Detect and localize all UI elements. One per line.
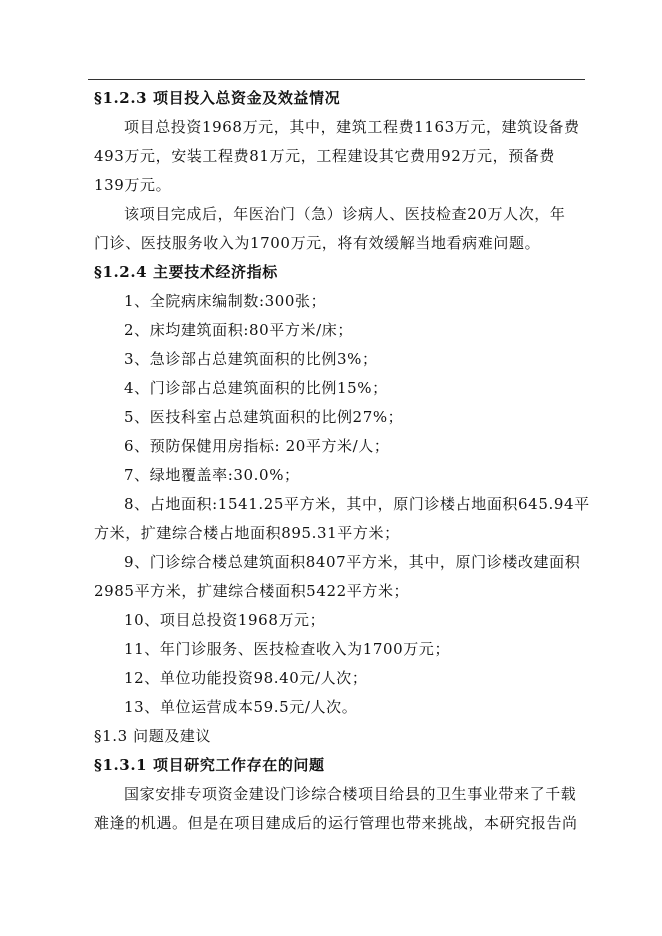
- indicator-item: 12、单位功能投资98.40元/人次；: [124, 669, 368, 687]
- paragraph-line: 139万元。: [94, 176, 172, 194]
- paragraph-line: 国家安排专项资金建设门诊综合楼项目给县的卫生事业带来了千载: [124, 785, 577, 803]
- paragraph-line: 493万元，安装工程费81万元，工程建设其它费用92万元，预备费: [94, 147, 556, 165]
- indicator-item: 1、全院病床编制数:300张；: [124, 292, 327, 310]
- indicator-item: 9、门诊综合楼总建筑面积8407平方米，其中，原门诊楼改建面积: [124, 553, 581, 571]
- indicator-item-continuation: 方米，扩建综合楼占地面积895.31平方米；: [94, 524, 400, 542]
- indicator-item: 10、项目总投资1968万元；: [124, 611, 326, 629]
- paragraph-line: 门诊、医技服务收入为1700万元，将有效缓解当地看病难问题。: [94, 234, 541, 252]
- indicator-item-continuation: 2985平方米，扩建综合楼面积5422平方米；: [94, 582, 410, 600]
- section-heading-1-2-4: §1.2.4 主要技术经济指标: [94, 263, 278, 281]
- indicator-item: 2、床均建筑面积:80平方米/床；: [124, 321, 353, 339]
- indicator-item: 11、年门诊服务、医技检查收入为1700万元；: [124, 640, 451, 658]
- paragraph-line: 该项目完成后，年医治门（急）诊病人、医技检查20万人次，年: [124, 205, 566, 223]
- indicator-item: 4、门诊部占总建筑面积的比例15%；: [124, 379, 388, 397]
- paragraph-line: 项目总投资1968万元，其中，建筑工程费1163万元，建筑设备费: [124, 118, 580, 136]
- section-heading-1-2-3: §1.2.3 项目投入总资金及效益情况: [94, 89, 341, 107]
- indicator-item: 5、医技科室占总建筑面积的比例27%；: [124, 408, 404, 426]
- indicator-item: 6、预防保健用房指标: 20平方米/人；: [124, 437, 390, 455]
- indicator-item: 13、单位运营成本59.5元/人次。: [124, 698, 358, 716]
- paragraph-line: 难逢的机遇。但是在项目建成后的运行管理也带来挑战，本研究报告尚: [94, 814, 578, 832]
- indicator-item: 7、绿地覆盖率:30.0%；: [124, 466, 300, 484]
- section-heading-1-3-1: §1.3.1 项目研究工作存在的问题: [94, 756, 325, 774]
- section-heading-1-3: §1.3 问题及建议: [94, 727, 212, 745]
- header-rule: [88, 79, 585, 80]
- indicator-item: 3、急诊部占总建筑面积的比例3%；: [124, 350, 378, 368]
- indicator-item: 8、占地面积:1541.25平方米，其中，原门诊楼占地面积645.94平: [124, 495, 590, 513]
